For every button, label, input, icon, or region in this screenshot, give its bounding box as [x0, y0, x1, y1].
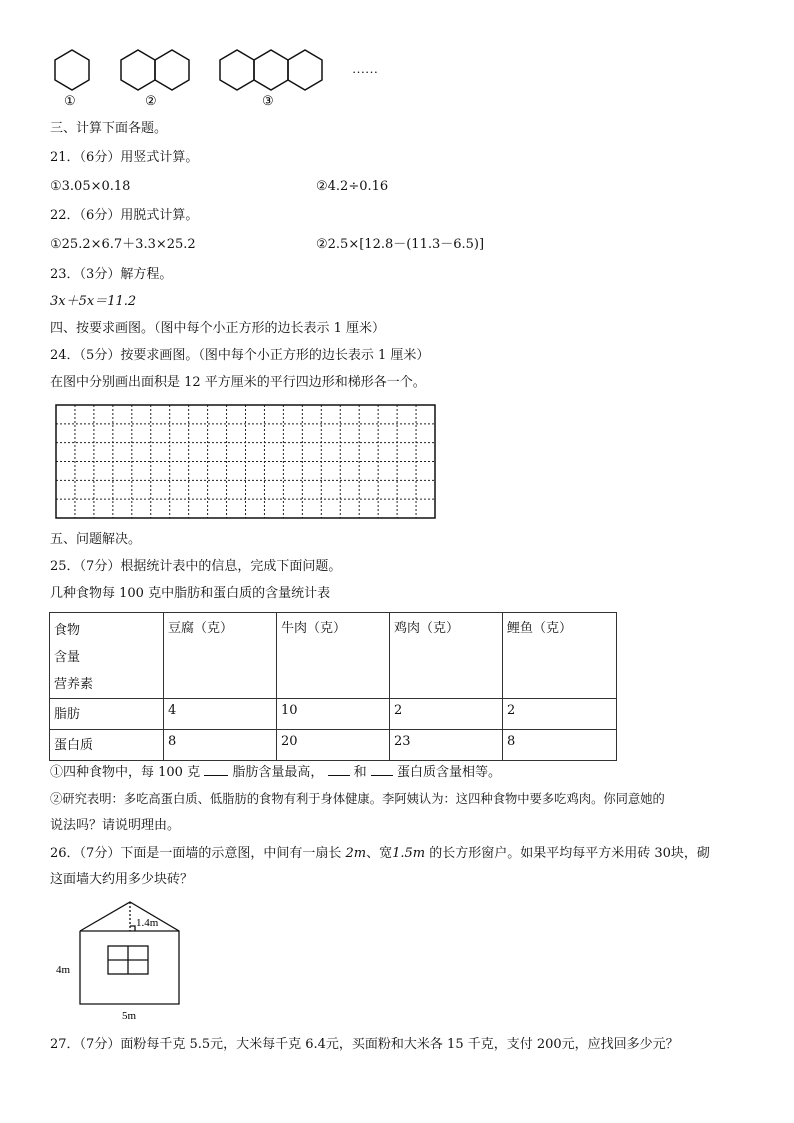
side-label: 4m: [56, 964, 71, 976]
right-angle-mark: [130, 926, 135, 931]
q25-sub1-part1: ①四种食物中，每 100 克: [50, 765, 201, 780]
q26-length: 2m: [345, 846, 367, 861]
table-row: [50, 699, 617, 730]
cell-protein-beef: 20: [277, 730, 390, 761]
cell-fat-tofu: 4: [164, 699, 277, 730]
q25-sub1-part2: 脂肪含量最高，: [232, 765, 324, 780]
row-label-fat: 脂肪: [50, 699, 164, 730]
section-5-title: 五、问题解决。: [50, 532, 142, 547]
row-label-protein: 蛋白质: [50, 730, 164, 761]
q25-sub1-part4: 蛋白质含量相等。: [396, 765, 501, 780]
hexagon-1-1: [55, 50, 89, 90]
col-beef: 牛肉（克）: [277, 613, 390, 699]
cell-fat-carp: 2: [503, 699, 617, 730]
q26-line1: [50, 845, 710, 863]
q23-header: 23．（3分）解方程。: [50, 267, 173, 282]
base-label: 5m: [122, 1010, 137, 1022]
q26-line1-a: 26．（7分）下面是一面墙的示意图，中间有一扇长: [50, 846, 346, 861]
table-header-row: [50, 613, 617, 699]
hexagon-2-1: [121, 50, 155, 90]
hexagon-3-3: [288, 50, 322, 90]
table-row: [50, 730, 617, 761]
cell-fat-beef: 10: [277, 699, 390, 730]
cell-protein-chicken: 23: [390, 730, 503, 761]
q21-a: ①3.05×0.18: [50, 179, 131, 194]
col-chicken: 鸡肉（克）: [390, 613, 503, 699]
figure-label-3: ③: [262, 93, 274, 108]
drawing-grid[interactable]: [55, 404, 437, 520]
q25-sub2-line1: ②研究表明：多吃高蛋白质、低脂肪的食物有利于身体健康。李阿姨认为：这四种食物中要多吃鸡肉。你同意她的: [50, 792, 665, 806]
corner-food: 食物: [54, 623, 81, 638]
wall-outline: [80, 902, 179, 1004]
ellipsis: ……: [352, 61, 378, 76]
col-tofu: 豆腐（克）: [164, 613, 277, 699]
blank-1[interactable]: [204, 762, 228, 776]
table-corner-cell: [50, 613, 164, 699]
figure-label-1: ①: [64, 93, 76, 108]
q26-width: 1.5m: [392, 846, 426, 861]
q26-line1-b: 、宽: [366, 846, 393, 861]
cell-fat-chicken: 2: [390, 699, 503, 730]
q27-text: 27．（7分）面粉每千克 5.5元，大米每千克 6.4元，买面粉和大米各 15 千克，支付 200元，应找回多少元？: [50, 1037, 679, 1052]
section-3-title: 三、计算下面各题。: [50, 121, 168, 136]
corner-amount: 含量: [54, 650, 81, 665]
q25-sub1: [50, 762, 501, 782]
hexagon-3-1: [220, 50, 254, 90]
blank-3[interactable]: [371, 762, 393, 776]
blank-2[interactable]: [328, 762, 350, 776]
height-label: 1.4m: [136, 917, 159, 929]
q25-sub1-part3: 和: [353, 765, 367, 780]
cell-protein-carp: 8: [503, 730, 617, 761]
q21-header: 21．（6分）用竖式计算。: [50, 150, 199, 165]
hexagon-2-2: [155, 50, 189, 90]
section-4-title: 四、按要求画图。（图中每个小正方形的边长表示 1 厘米）: [50, 321, 386, 336]
wall-diagram: [50, 896, 190, 1026]
q24-task: 在图中分别画出面积是 12 平方厘米的平行四边形和梯形各一个。: [50, 375, 426, 390]
corner-nutrient: 营养素: [54, 677, 94, 692]
q21-b: ②4.2÷0.16: [316, 179, 389, 194]
q26-line1-c: 的长方形窗户。如果平均每平方米用砖 30块，砌: [425, 846, 710, 861]
cell-protein-tofu: 8: [164, 730, 277, 761]
q25-header: 25．（7分）根据统计表中的信息，完成下面问题。: [50, 559, 342, 574]
q22-b: ②2.5×[12.8－(11.3－6.5)]: [316, 237, 485, 252]
figure-label-2: ②: [145, 93, 157, 108]
hexagon-pattern-figure: [50, 44, 410, 110]
hexagon-3-2: [254, 50, 288, 90]
q25-sub2-line2: 说法吗？请说明理由。: [50, 818, 181, 833]
q24-header: 24．（5分）按要求画图。（图中每个小正方形的边长表示 1 厘米）: [50, 348, 430, 363]
q22-header: 22．（6分）用脱式计算。: [50, 208, 199, 223]
q22-a: ①25.2×6.7＋3.3×25.2: [50, 237, 196, 252]
q23-equation: 3x＋5x＝11.2: [50, 294, 137, 309]
nutrition-table: [49, 612, 617, 761]
col-carp: 鲤鱼（克）: [503, 613, 617, 699]
q26-line2: 这面墙大约用多少块砖？: [50, 872, 194, 887]
q25-table-title: 几种食物每 100 克中脂肪和蛋白质的含量统计表: [50, 586, 331, 601]
